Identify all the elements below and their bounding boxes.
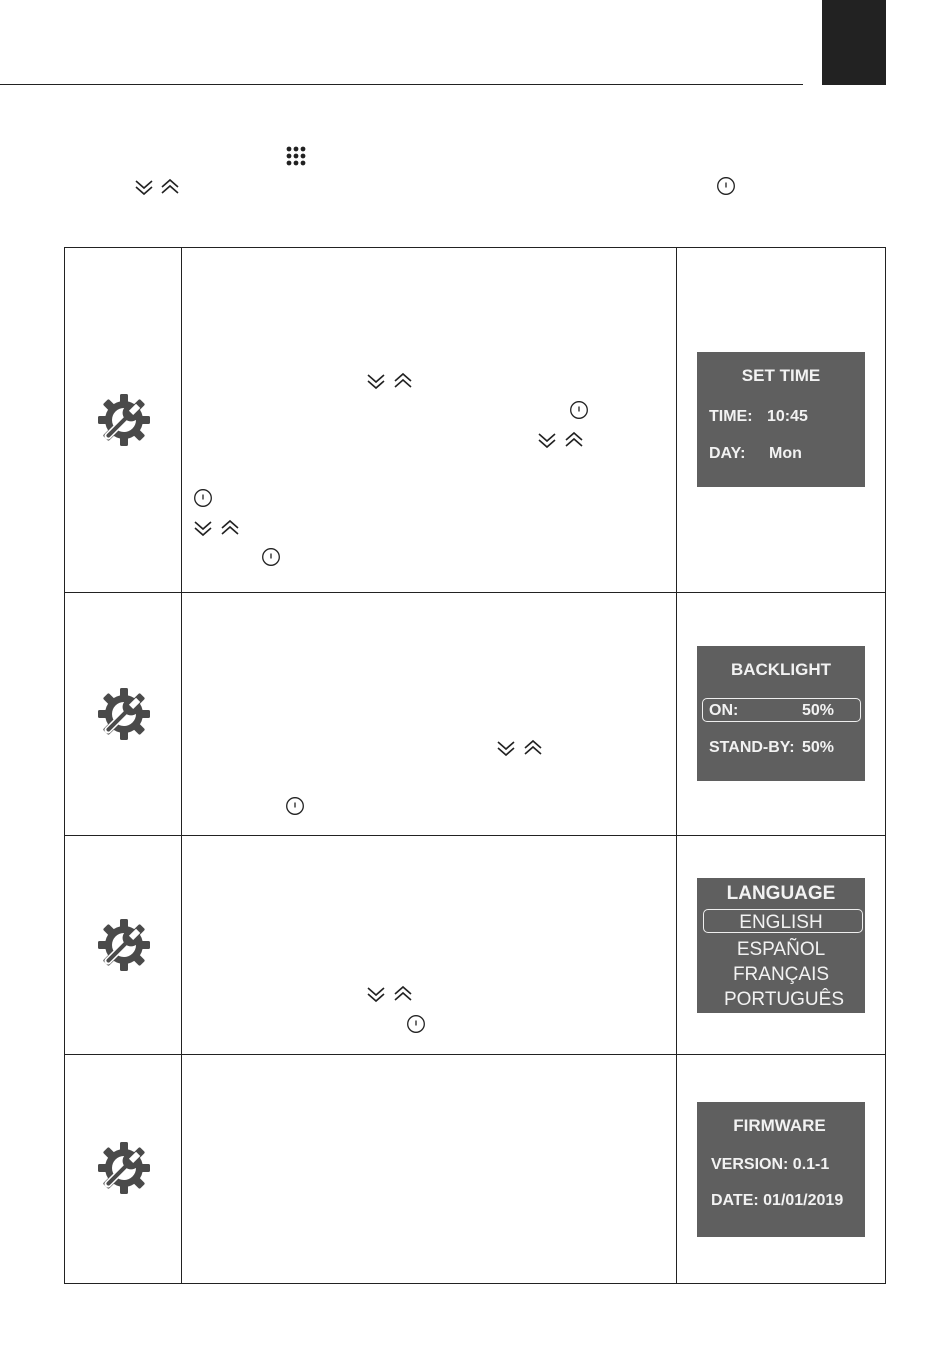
row-screen-cell bbox=[677, 1055, 886, 1284]
menu-grid-icon bbox=[286, 146, 306, 166]
screen-title: BACKLIGHT bbox=[730, 660, 832, 679]
chapter-tab bbox=[822, 0, 886, 85]
settings-gear-wrench-icon bbox=[96, 392, 152, 448]
day-value: Mon bbox=[769, 445, 802, 462]
row-text-cell bbox=[182, 248, 677, 593]
display-firmware bbox=[697, 1102, 865, 1237]
on-value: 50% bbox=[802, 702, 835, 719]
settings-gear-wrench-icon bbox=[96, 917, 152, 973]
settings-gear-wrench-icon bbox=[96, 1140, 152, 1196]
day-label: DAY: bbox=[709, 445, 746, 462]
standby-row bbox=[709, 739, 835, 757]
row-text-cell bbox=[182, 593, 677, 836]
power-confirm-icon bbox=[569, 400, 589, 420]
table-row bbox=[65, 248, 886, 593]
double-chevron-up-icon bbox=[393, 985, 413, 1003]
display-language bbox=[697, 878, 865, 1013]
power-confirm-icon bbox=[716, 176, 736, 196]
header-rule bbox=[0, 84, 803, 85]
display-set-time bbox=[697, 352, 865, 487]
day-row bbox=[709, 445, 802, 463]
double-chevron-up-icon bbox=[564, 431, 584, 449]
row-text-cell bbox=[182, 1055, 677, 1284]
double-chevron-down-icon bbox=[366, 372, 386, 390]
on-row bbox=[709, 702, 835, 720]
screen-title: SET TIME bbox=[741, 366, 821, 385]
row-icon-cell bbox=[65, 1055, 182, 1284]
double-chevron-down-icon bbox=[366, 985, 386, 1003]
language-option: FRANÇAIS bbox=[732, 964, 830, 985]
power-confirm-icon bbox=[285, 796, 305, 816]
power-confirm-icon bbox=[193, 488, 213, 508]
row-icon-cell bbox=[65, 836, 182, 1055]
table-row bbox=[65, 593, 886, 836]
screen-title: LANGUAGE bbox=[726, 883, 836, 904]
double-chevron-down-icon bbox=[537, 431, 557, 449]
display-backlight bbox=[697, 646, 865, 781]
language-option: ENGLISH bbox=[739, 912, 823, 933]
time-value: 10:45 bbox=[767, 408, 808, 425]
row-screen-cell bbox=[677, 248, 886, 593]
double-chevron-up-icon bbox=[523, 739, 543, 757]
row-icon-cell bbox=[65, 248, 182, 593]
table-row bbox=[65, 1055, 886, 1284]
on-label: ON: bbox=[709, 702, 739, 719]
firmware-date: DATE: 01/01/2019 bbox=[711, 1192, 844, 1209]
table-row bbox=[65, 836, 886, 1055]
row-screen-cell bbox=[677, 593, 886, 836]
double-chevron-up-icon bbox=[393, 372, 413, 390]
language-option: ESPAÑOL bbox=[736, 939, 826, 960]
row-icon-cell bbox=[65, 593, 182, 836]
row-text-cell bbox=[182, 836, 677, 1055]
power-confirm-icon bbox=[261, 547, 281, 567]
language-option: PORTUGUÊS bbox=[723, 989, 844, 1010]
firmware-version: VERSION: 0.1-1 bbox=[711, 1156, 830, 1173]
screen-title: FIRMWARE bbox=[733, 1116, 826, 1135]
double-chevron-down-icon bbox=[134, 178, 154, 196]
settings-table bbox=[64, 247, 886, 1284]
standby-label: STAND-BY: bbox=[709, 739, 795, 756]
standby-value: 50% bbox=[802, 739, 835, 756]
row-screen-cell bbox=[677, 836, 886, 1055]
time-row bbox=[709, 408, 808, 426]
double-chevron-up-icon bbox=[160, 178, 180, 196]
double-chevron-down-icon bbox=[193, 519, 213, 537]
double-chevron-down-icon bbox=[496, 739, 516, 757]
power-confirm-icon bbox=[406, 1014, 426, 1034]
time-label: TIME: bbox=[709, 408, 753, 425]
settings-gear-wrench-icon bbox=[96, 686, 152, 742]
double-chevron-up-icon bbox=[220, 519, 240, 537]
